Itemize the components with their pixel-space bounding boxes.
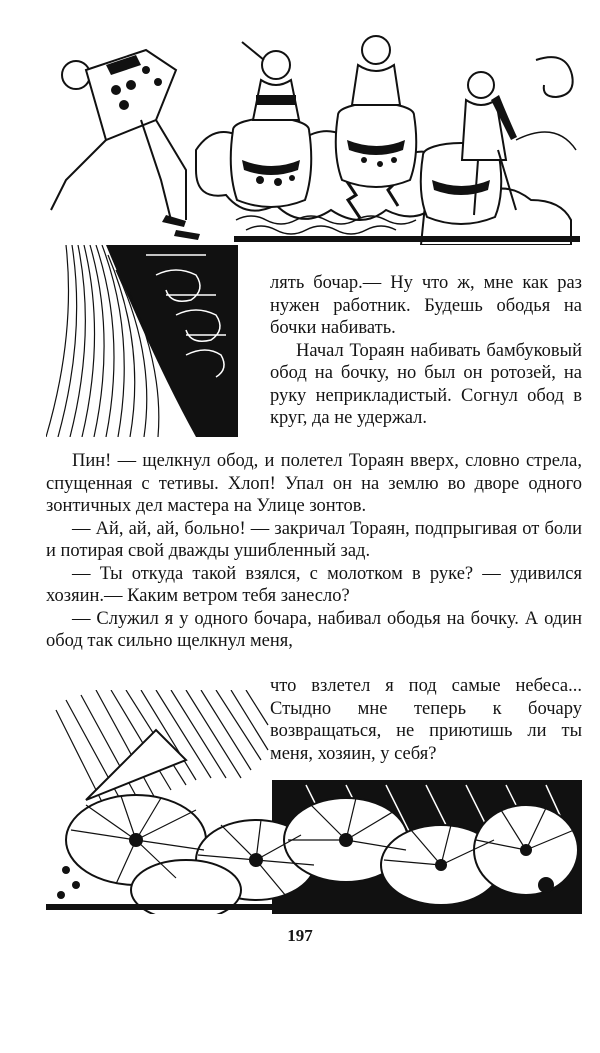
paragraph: — Ты откуда такой взялся, с молотком в руке? — удивился хозяин.— Каким ветром тебя занесло? — [46, 563, 582, 606]
text-column-upper — [270, 272, 582, 430]
paragraph: — Ай, ай, ай, больно! — закричал Тораян, подпрыгивая от боли и потирая свой дважды ушибленный зад. — [46, 518, 582, 561]
paragraph: Начал Тораян набивать бамбуковый обод на бочку, но был он ротозей, на руку неприкладистый. Согнул обод в круг, да не удержал. — [270, 340, 582, 428]
paragraph: лять бочар.— Ну что ж, мне как раз нужен работник. Будешь ободья на бочки набивать. — [270, 273, 582, 338]
text-column-middle — [46, 450, 582, 653]
paragraph: — Служил я у одного бочара, набивал ободья на бочку. А один обод так сильно щелкнул меня, — [46, 608, 582, 651]
left-illustration — [46, 245, 238, 437]
top-illustration — [46, 30, 580, 245]
water-stream-drawing — [46, 245, 238, 437]
page-number: 197 — [287, 926, 313, 945]
paragraph: что взлетел я под самые небеса... Стыдно мне теперь к бочару возвращаться, не приютишь ли ты меня, хозяин, у себя? — [270, 676, 582, 764]
paragraph: Пин! — щелкнул обод, и полетел Тораян вверх, словно стрела, спущенная с тетивы. Хлоп! Упал он на землю во дворе одного зонтичных дел мастера на Улице зонтов. — [46, 451, 582, 516]
barrel-makers-drawing — [46, 30, 580, 245]
text-column-lower — [270, 675, 582, 765]
